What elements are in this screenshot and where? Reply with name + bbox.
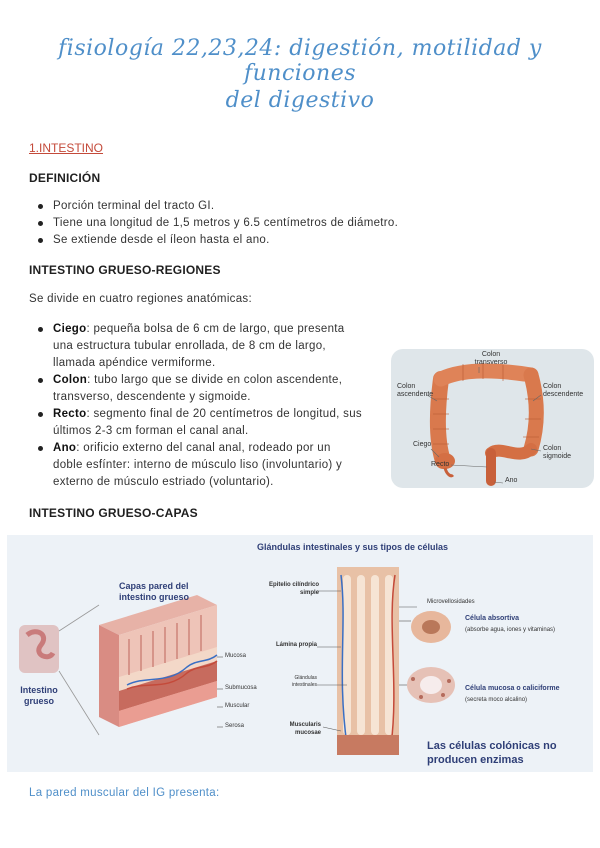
definition: : pequeña bolsa de 6 cm de largo, que presenta una estructura tubular enrollada, de 8 cm de largo, llamada apéndice vermiforme. [53, 323, 345, 369]
figure-note: Las células colónicas no producen enzimas [427, 740, 557, 766]
label-celula-absortiva: Célula absortiva [465, 615, 520, 622]
colon-illustration [391, 349, 594, 488]
colon-figure [391, 349, 594, 488]
list-item: Porción terminal del tracto GI. [38, 198, 398, 215]
note-celula-caliciforme: (secreta moco alcalino) [465, 697, 528, 703]
capas-figure [7, 535, 593, 772]
regiones-list [38, 321, 363, 491]
page-title-line-1: fisiología 22,23,24: digestión, motilidad y funciones [58, 36, 542, 86]
definicion-list [38, 198, 398, 249]
page-title-line-2: del digestivo [225, 88, 375, 113]
list-item-recto [38, 406, 363, 440]
list-item-ciego [38, 321, 363, 372]
list-item: Se extiende desde el íleon hasta el ano. [38, 232, 398, 249]
term: Ano [53, 442, 77, 454]
label-microvellosidades: Microvellosidades [427, 599, 475, 605]
heading-definicion: DEFINICIÓN [29, 171, 101, 185]
list-item-ano [38, 440, 363, 491]
label-colon-descendente: Colon descendente [543, 383, 584, 398]
term: Colon [53, 374, 88, 386]
section-link-intestino[interactable]: 1.INTESTINO [29, 141, 104, 155]
definition: : segmento final de 20 centímetros de longitud, sus últimos 2-3 cm forman el canal anal. [53, 408, 362, 437]
label-colon-sigmoide: Colon sigmoide [543, 445, 572, 460]
label-recto: Recto [431, 461, 450, 468]
capas-figure-title: Glándulas intestinales y sus tipos de células [257, 542, 449, 552]
note-celula-absortiva: (absorbe agua, iones y vitaminas) [465, 627, 556, 633]
organ-label: Intestino grueso [20, 685, 58, 706]
list-item: Tiene una longitud de 1,5 metros y 6.5 centímetros de diámetro. [38, 215, 398, 232]
label-muscularis: Muscularis mucosae [289, 722, 321, 736]
layer-serosa: Serosa [225, 723, 245, 729]
list-item-colon [38, 372, 363, 406]
definition: : orificio externo del canal anal, rodeado por un doble esfínter: interno de músculo liso (involuntario) y externo de músculo estriado (voluntario). [53, 442, 343, 488]
label-glandulas: Glándulas intestinales [291, 675, 317, 688]
layer-mucosa: Mucosa [225, 653, 247, 659]
regiones-intro: Se divide en cuatro regiones anatómicas: [29, 293, 252, 305]
label-celula-caliciforme: Célula mucosa o caliciforme [465, 685, 560, 692]
label-epitelio: Epitelio cilíndrico simple [268, 582, 319, 596]
label-colon-transverso: Colon transverso [474, 351, 508, 366]
definition: : tubo largo que se divide en colon ascendente, transverso, descendente y sigmoide. [53, 374, 343, 403]
term: Ciego [53, 323, 87, 335]
label-ciego: Ciego [413, 441, 432, 448]
layer-submucosa: Submucosa [225, 685, 257, 691]
wall-title: Capas pared del intestino grueso [119, 581, 190, 602]
term: Recto [53, 408, 87, 420]
heading-capas: INTESTINO GRUESO-CAPAS [29, 506, 198, 520]
label-lamina-propia: Lámina propia [275, 642, 317, 648]
heading-regiones: INTESTINO GRUESO-REGIONES [29, 263, 221, 277]
label-ano: Ano [505, 477, 518, 484]
layer-muscular: Muscular [225, 703, 250, 709]
footer-paragraph: La pared muscular del IG presenta: [29, 787, 220, 799]
label-colon-ascendente: Colon ascendente [397, 383, 434, 398]
